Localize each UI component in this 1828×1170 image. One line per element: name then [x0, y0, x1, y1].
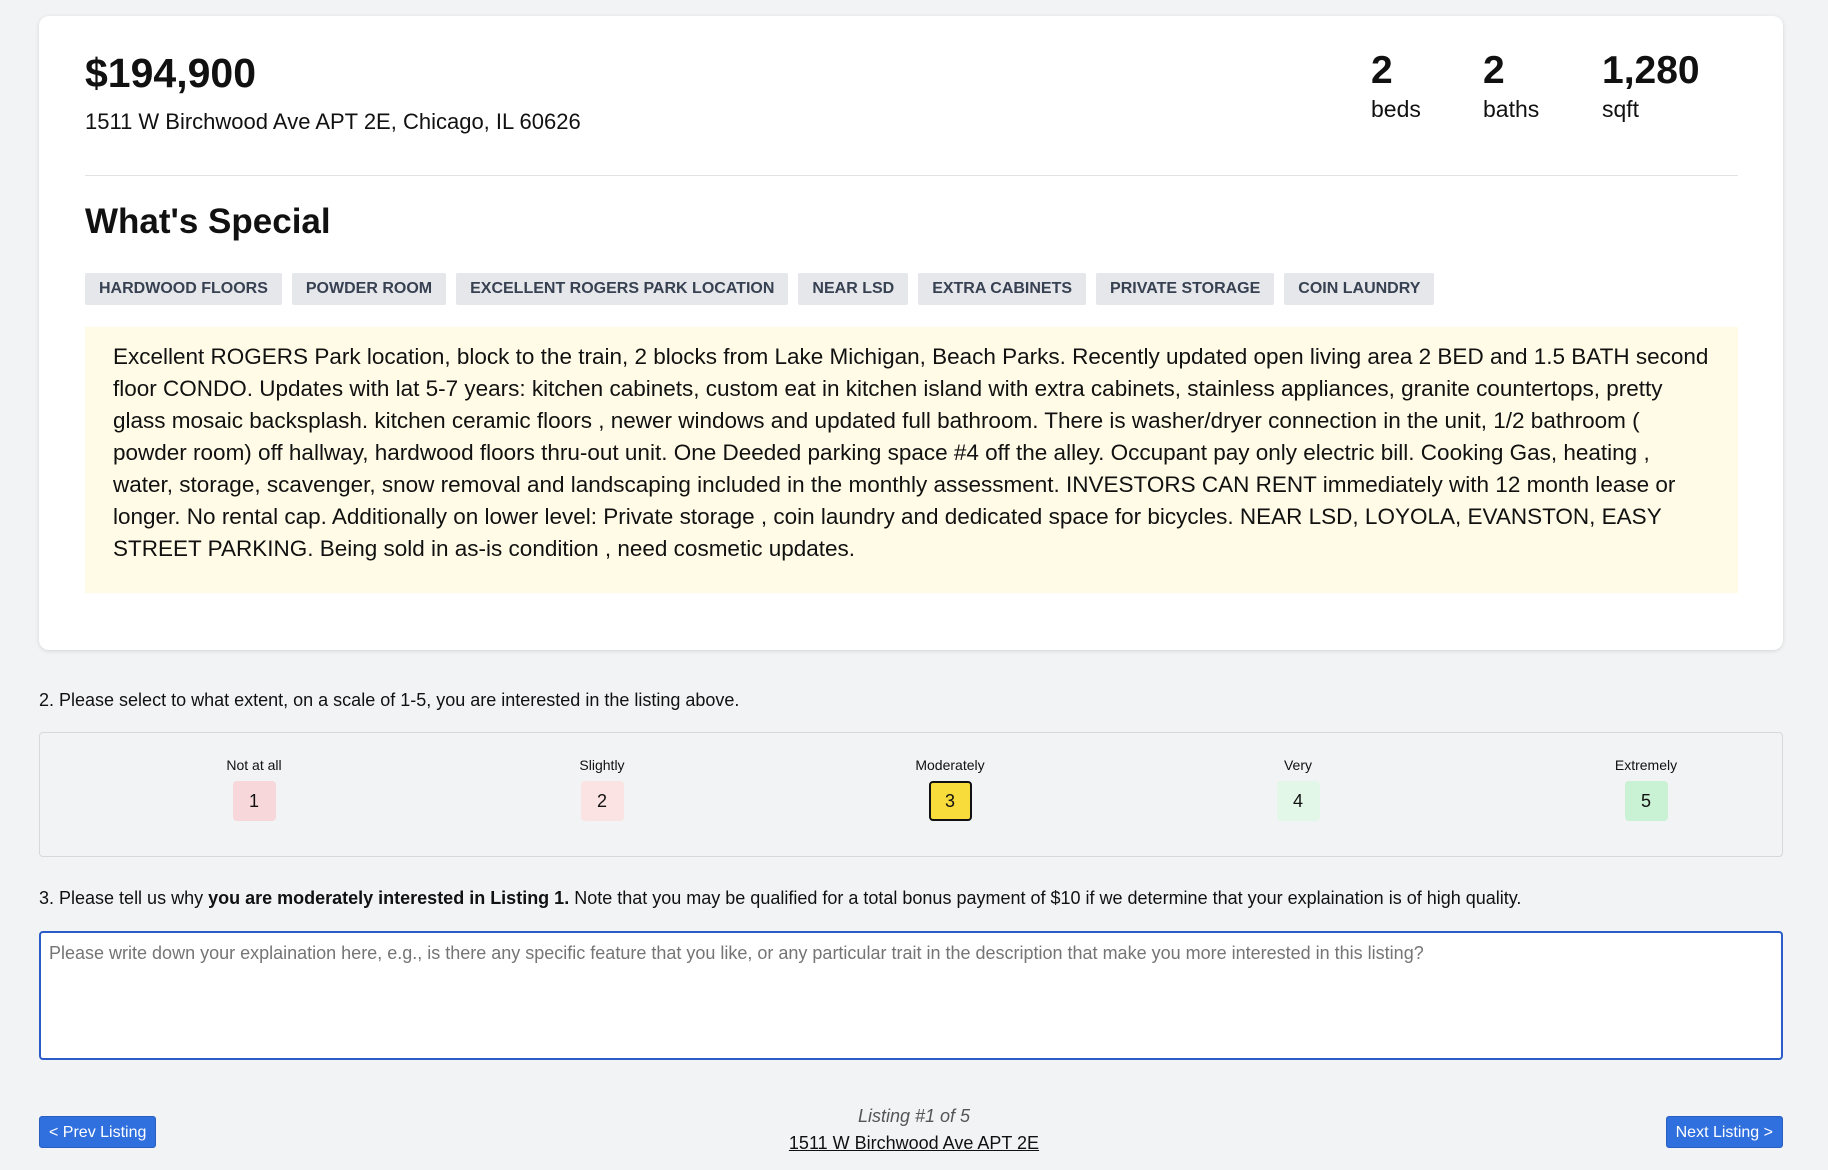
scale-button-2[interactable]: 2: [581, 781, 624, 821]
prev-listing-button[interactable]: < Prev Listing: [39, 1116, 156, 1148]
question-3-suffix: Note that you may be qualified for a total bonus payment of $10 if we determine that your explaination is of high quality.: [569, 888, 1522, 908]
listing-link[interactable]: 1511 W Birchwood Ave APT 2E: [788, 1133, 1040, 1153]
baths-stat: [1483, 50, 1539, 123]
scale-option-label: Moderately: [915, 757, 985, 773]
scale-option-2: [532, 757, 672, 821]
scale-button-1[interactable]: 1: [233, 781, 276, 821]
scale-button-4[interactable]: 4: [1277, 781, 1320, 821]
listing-description: Excellent ROGERS Park location, block to the train, 2 blocks from Lake Michigan, Beach Parks. Recently updated open living area 2 BED and 1.5 BATH second floor CONDO. Updates with lat 5-7 years: kitchen cabinets, custom eat in kitchen island with extra cabinets, stainless appliances, granite countertops, pretty glass mosaic backsplash. kitchen ceramic floors , newer windows and updated full bathroom. There is washer/dryer connection in the unit, 1/2 bathroom ( powder room) off hallway, hardwood floors thru-out unit. One Deeded parking space #4 off the alley. Occupant pay only electric bill. Cooking Gas, heating , water, storage, scavenger, snow removal and landscaping included in the monthly assessment. INVESTORS CAN RENT immediately with 12 month lease or longer. No rental cap. Additionally on lower level: Private storage , coin laundry and dedicated space for bicycles. NEAR LSD, LOYOLA, EVANSTON, EASY STREET PARKING. Being sold in as-is condition , need cosmetic updates.: [85, 327, 1738, 593]
feature-tag: EXTRA CABINETS: [918, 273, 1086, 305]
beds-value: 2: [1371, 49, 1393, 92]
scale-button-5[interactable]: 5: [1625, 781, 1668, 821]
question-2-text: 2. Please select to what extent, on a scale of 1-5, you are interested in the listing above.: [39, 690, 740, 710]
question-3-emphasis: you are moderately interested in Listing 1.: [208, 888, 570, 908]
scale-option-label: Not at all: [226, 757, 282, 773]
baths-value: 2: [1483, 49, 1505, 92]
scale-option-label: Slightly: [579, 757, 625, 773]
question-3-text: [39, 888, 1521, 909]
scale-option-1: [184, 757, 324, 821]
feature-tag: PRIVATE STORAGE: [1096, 273, 1274, 305]
scale-option-label: Extremely: [1614, 757, 1678, 773]
listing-counter: Listing #1 of 5: [857, 1106, 971, 1126]
feature-tag: NEAR LSD: [798, 273, 908, 305]
listing-price: $194,900: [85, 50, 257, 96]
feature-tag: COIN LAUNDRY: [1284, 273, 1434, 305]
feature-tags: [85, 273, 1434, 305]
beds-stat: [1371, 50, 1421, 123]
sqft-stat: [1602, 50, 1700, 123]
explanation-textarea[interactable]: [39, 931, 1783, 1060]
next-listing-button[interactable]: Next Listing >: [1666, 1116, 1783, 1148]
feature-tag: EXCELLENT ROGERS PARK LOCATION: [456, 273, 788, 305]
question-3-prefix: 3. Please tell us why: [39, 888, 209, 908]
scale-button-3[interactable]: 3: [929, 781, 972, 821]
scale-option-5: [1576, 757, 1716, 821]
beds-label: beds: [1371, 95, 1421, 122]
listing-pager: [0, 1106, 1828, 1154]
interest-scale: [39, 732, 1783, 857]
feature-tag: HARDWOOD FLOORS: [85, 273, 282, 305]
divider: [85, 175, 1738, 176]
listing-card: [39, 16, 1783, 650]
scale-option-4: [1228, 757, 1368, 821]
sqft-value: 1,280: [1602, 49, 1700, 92]
sqft-label: sqft: [1602, 95, 1640, 122]
feature-tag: POWDER ROOM: [292, 273, 446, 305]
special-section-title: What's Special: [85, 202, 331, 241]
listing-address: 1511 W Birchwood Ave APT 2E, Chicago, IL 60626: [85, 109, 581, 134]
scale-option-label: Very: [1283, 757, 1312, 773]
baths-label: baths: [1483, 95, 1540, 122]
scale-option-3: [880, 757, 1020, 821]
